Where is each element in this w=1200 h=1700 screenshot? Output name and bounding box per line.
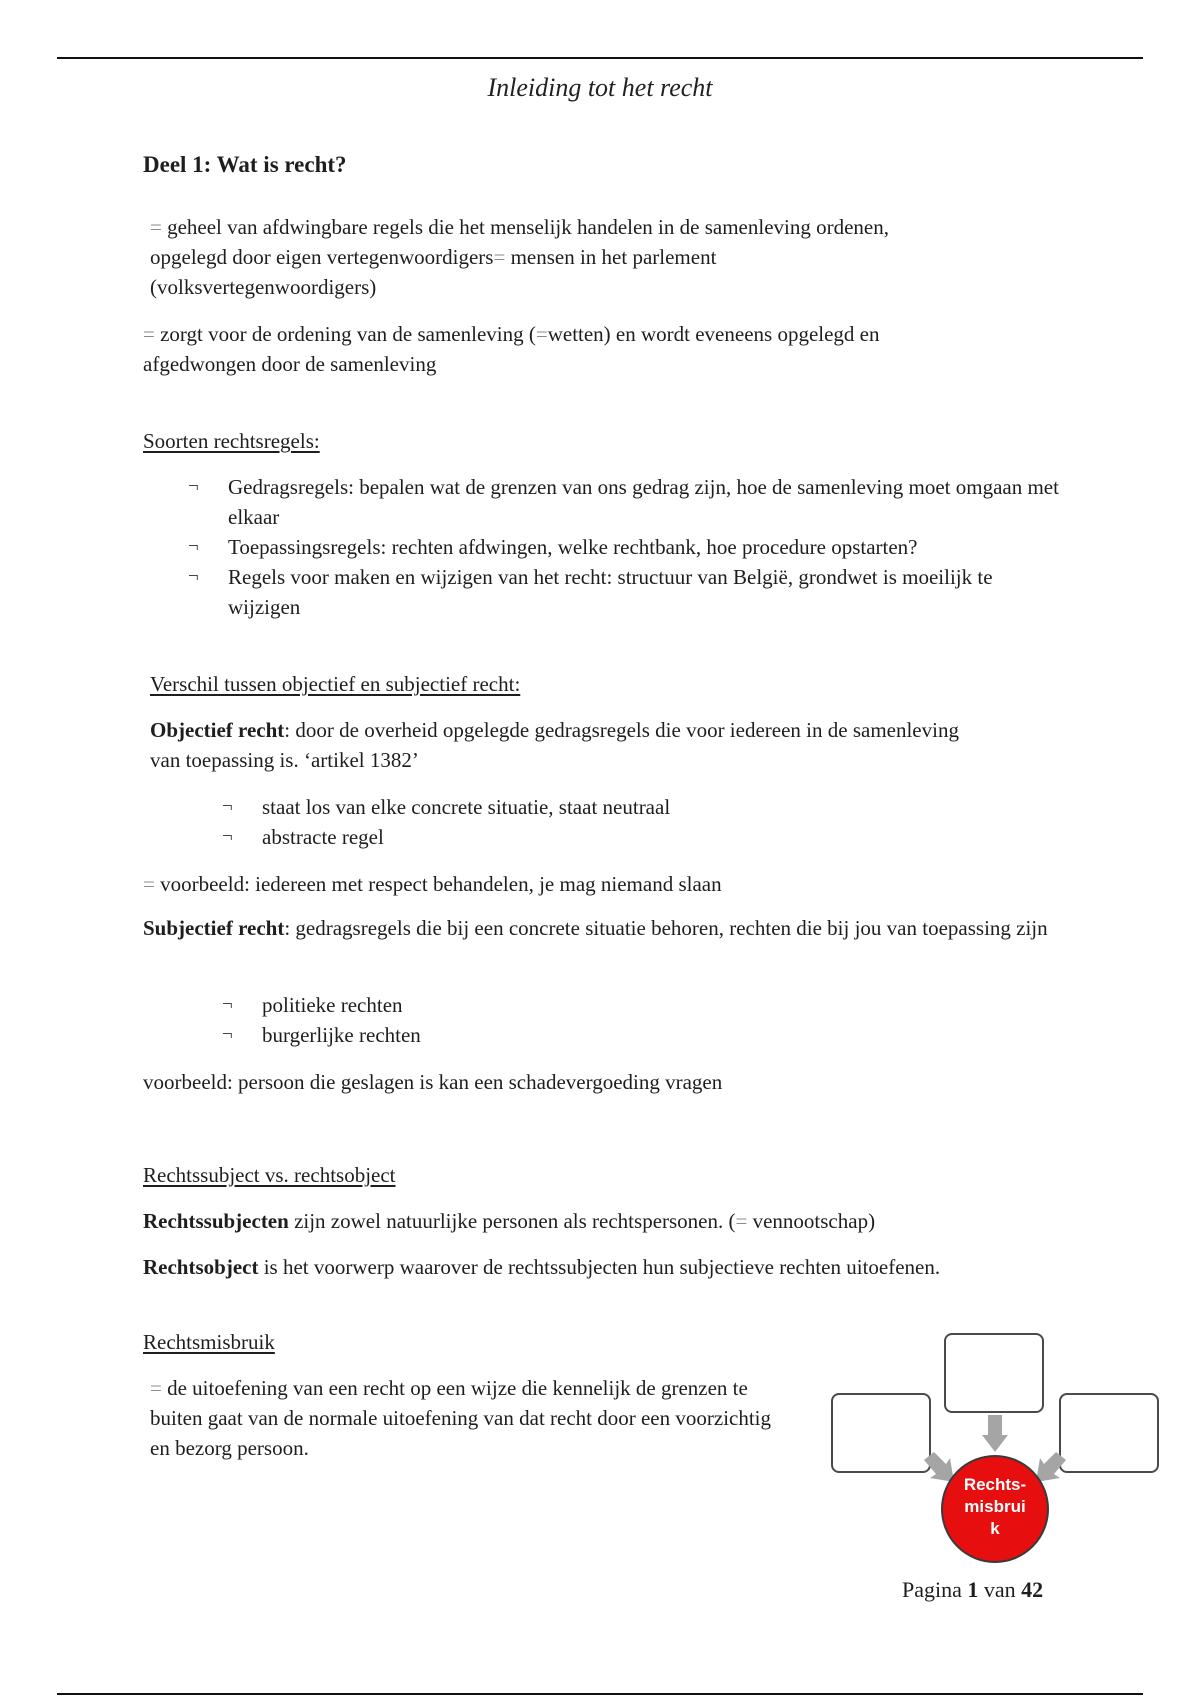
definition-text: wetten) en wordt eveneens opgelegd en xyxy=(547,322,880,346)
example-text: voorbeeld: iedereen met respect behandelen, je mag niemand slaan xyxy=(154,872,722,896)
objectief-text: : door de overheid opgelegde gedragsregels die voor iedereen in de samenleving van toepassing is. ‘artikel 1382’ xyxy=(150,718,959,772)
footer-rule xyxy=(57,1693,1143,1695)
list-item: ¬ Regels voor maken en wijzigen van het recht: structuur van België, grondwet is moeilijk te wijzigen xyxy=(188,562,1068,622)
rechtsobject-text: is het voorwerp waarover de rechtssubjecten hun subjectieve rechten uitoefenen. xyxy=(258,1255,941,1279)
definition-text: (volksvertegenwoordigers) xyxy=(150,275,377,299)
subjectief-paragraph xyxy=(143,913,1063,943)
equals-sign: = xyxy=(150,1376,162,1400)
page-prefix: Pagina xyxy=(902,1577,968,1602)
rechtsobject-term: Rechtsobject xyxy=(143,1255,259,1279)
definition-text: mensen in het parlement xyxy=(505,245,717,269)
definition-paragraph-1 xyxy=(150,212,1050,302)
equals-sign: = xyxy=(143,322,155,346)
verschil-heading: Verschil tussen objectief en subjectief recht: xyxy=(150,672,521,696)
soorten-list xyxy=(188,472,1068,622)
objectief-example xyxy=(143,869,722,899)
equals-sign: = xyxy=(150,215,162,239)
equals-sign: = xyxy=(735,1209,748,1233)
subjectief-example: voorbeeld: persoon die geslagen is kan een schadevergoeding vragen xyxy=(143,1070,723,1094)
equals-sign: = xyxy=(535,322,548,346)
list-item: ¬ politieke rechten xyxy=(222,990,822,1020)
document-title: Inleiding tot het recht xyxy=(487,73,713,102)
soorten-heading: Soorten rechtsregels: xyxy=(143,429,320,453)
rechtsobject-paragraph xyxy=(143,1252,963,1282)
circle-label-line: Rechts- xyxy=(963,1475,1027,1494)
list-item: ¬ burgerlijke rechten xyxy=(222,1020,822,1050)
rechtssubjecten-text: vennootschap) xyxy=(747,1209,876,1233)
list-item: ¬ Gedragsregels: bepalen wat de grenzen van ons gedrag zijn, hoe de samenleving moet omgaan met elkaar xyxy=(188,472,1068,532)
subjectief-term: Subjectief recht xyxy=(143,916,285,940)
definition-text: geheel van afdwingbare regels die het menselijk handelen in de samenleving ordenen, xyxy=(161,215,889,239)
total-pages: 42 xyxy=(1021,1577,1044,1602)
rechtssubjecten-paragraph xyxy=(143,1206,1043,1236)
list-item: ¬ staat los van elke concrete situatie, staat neutraal xyxy=(222,792,922,822)
current-page: 1 xyxy=(967,1577,979,1602)
definition-text: zorgt voor de ordening van de samenleving ( xyxy=(154,322,536,346)
section-heading: Deel 1: Wat is recht? xyxy=(143,152,347,177)
list-item: ¬ abstracte regel xyxy=(222,822,922,852)
arrow-down-icon xyxy=(982,1415,1008,1452)
objectief-term: Objectief recht xyxy=(150,718,285,742)
rechtssubject-heading: Rechtssubject vs. rechtsobject xyxy=(143,1163,396,1187)
header-rule xyxy=(57,57,1143,59)
page-middle: van xyxy=(978,1577,1022,1602)
subjectief-list xyxy=(222,990,822,1050)
rechtsmisbruik-heading: Rechtsmisbruik xyxy=(143,1330,275,1354)
rechtssubjecten-term: Rechtssubjecten xyxy=(143,1209,289,1233)
definition-text: opgelegd door eigen vertegenwoordigers xyxy=(150,245,494,269)
subjectief-text: : gedragsregels die bij een concrete situatie behoren, rechten die bij jou van toepassing zijn xyxy=(284,916,1048,940)
rechtsmisbruik-paragraph xyxy=(150,1373,780,1463)
circle-label-line: misbrui xyxy=(964,1497,1026,1516)
page-number xyxy=(902,1575,1043,1605)
rechtsmisbruik-circle xyxy=(941,1455,1049,1563)
list-item: ¬ Toepassingsregels: rechten afdwingen, welke rechtbank, hoe procedure opstarten? xyxy=(188,532,1068,562)
circle-label-line: k xyxy=(990,1519,1000,1538)
rechtssubjecten-text: zijn zowel natuurlijke personen als rechtspersonen. ( xyxy=(288,1209,736,1233)
objectief-paragraph xyxy=(150,715,980,775)
definition-paragraph-2 xyxy=(143,319,1063,379)
objectief-list xyxy=(222,792,922,852)
equals-sign: = xyxy=(143,872,155,896)
rechtsmisbruik-text: de uitoefening van een recht op een wijze die kennelijk de grenzen te buiten gaat van de normale uitoefening van dat recht door een voorzichtig en bezorg persoon. xyxy=(150,1376,772,1460)
rechtsmisbruik-diagram xyxy=(826,1330,1166,1570)
equals-sign: = xyxy=(493,245,506,269)
definition-text: afgedwongen door de samenleving xyxy=(143,352,437,376)
